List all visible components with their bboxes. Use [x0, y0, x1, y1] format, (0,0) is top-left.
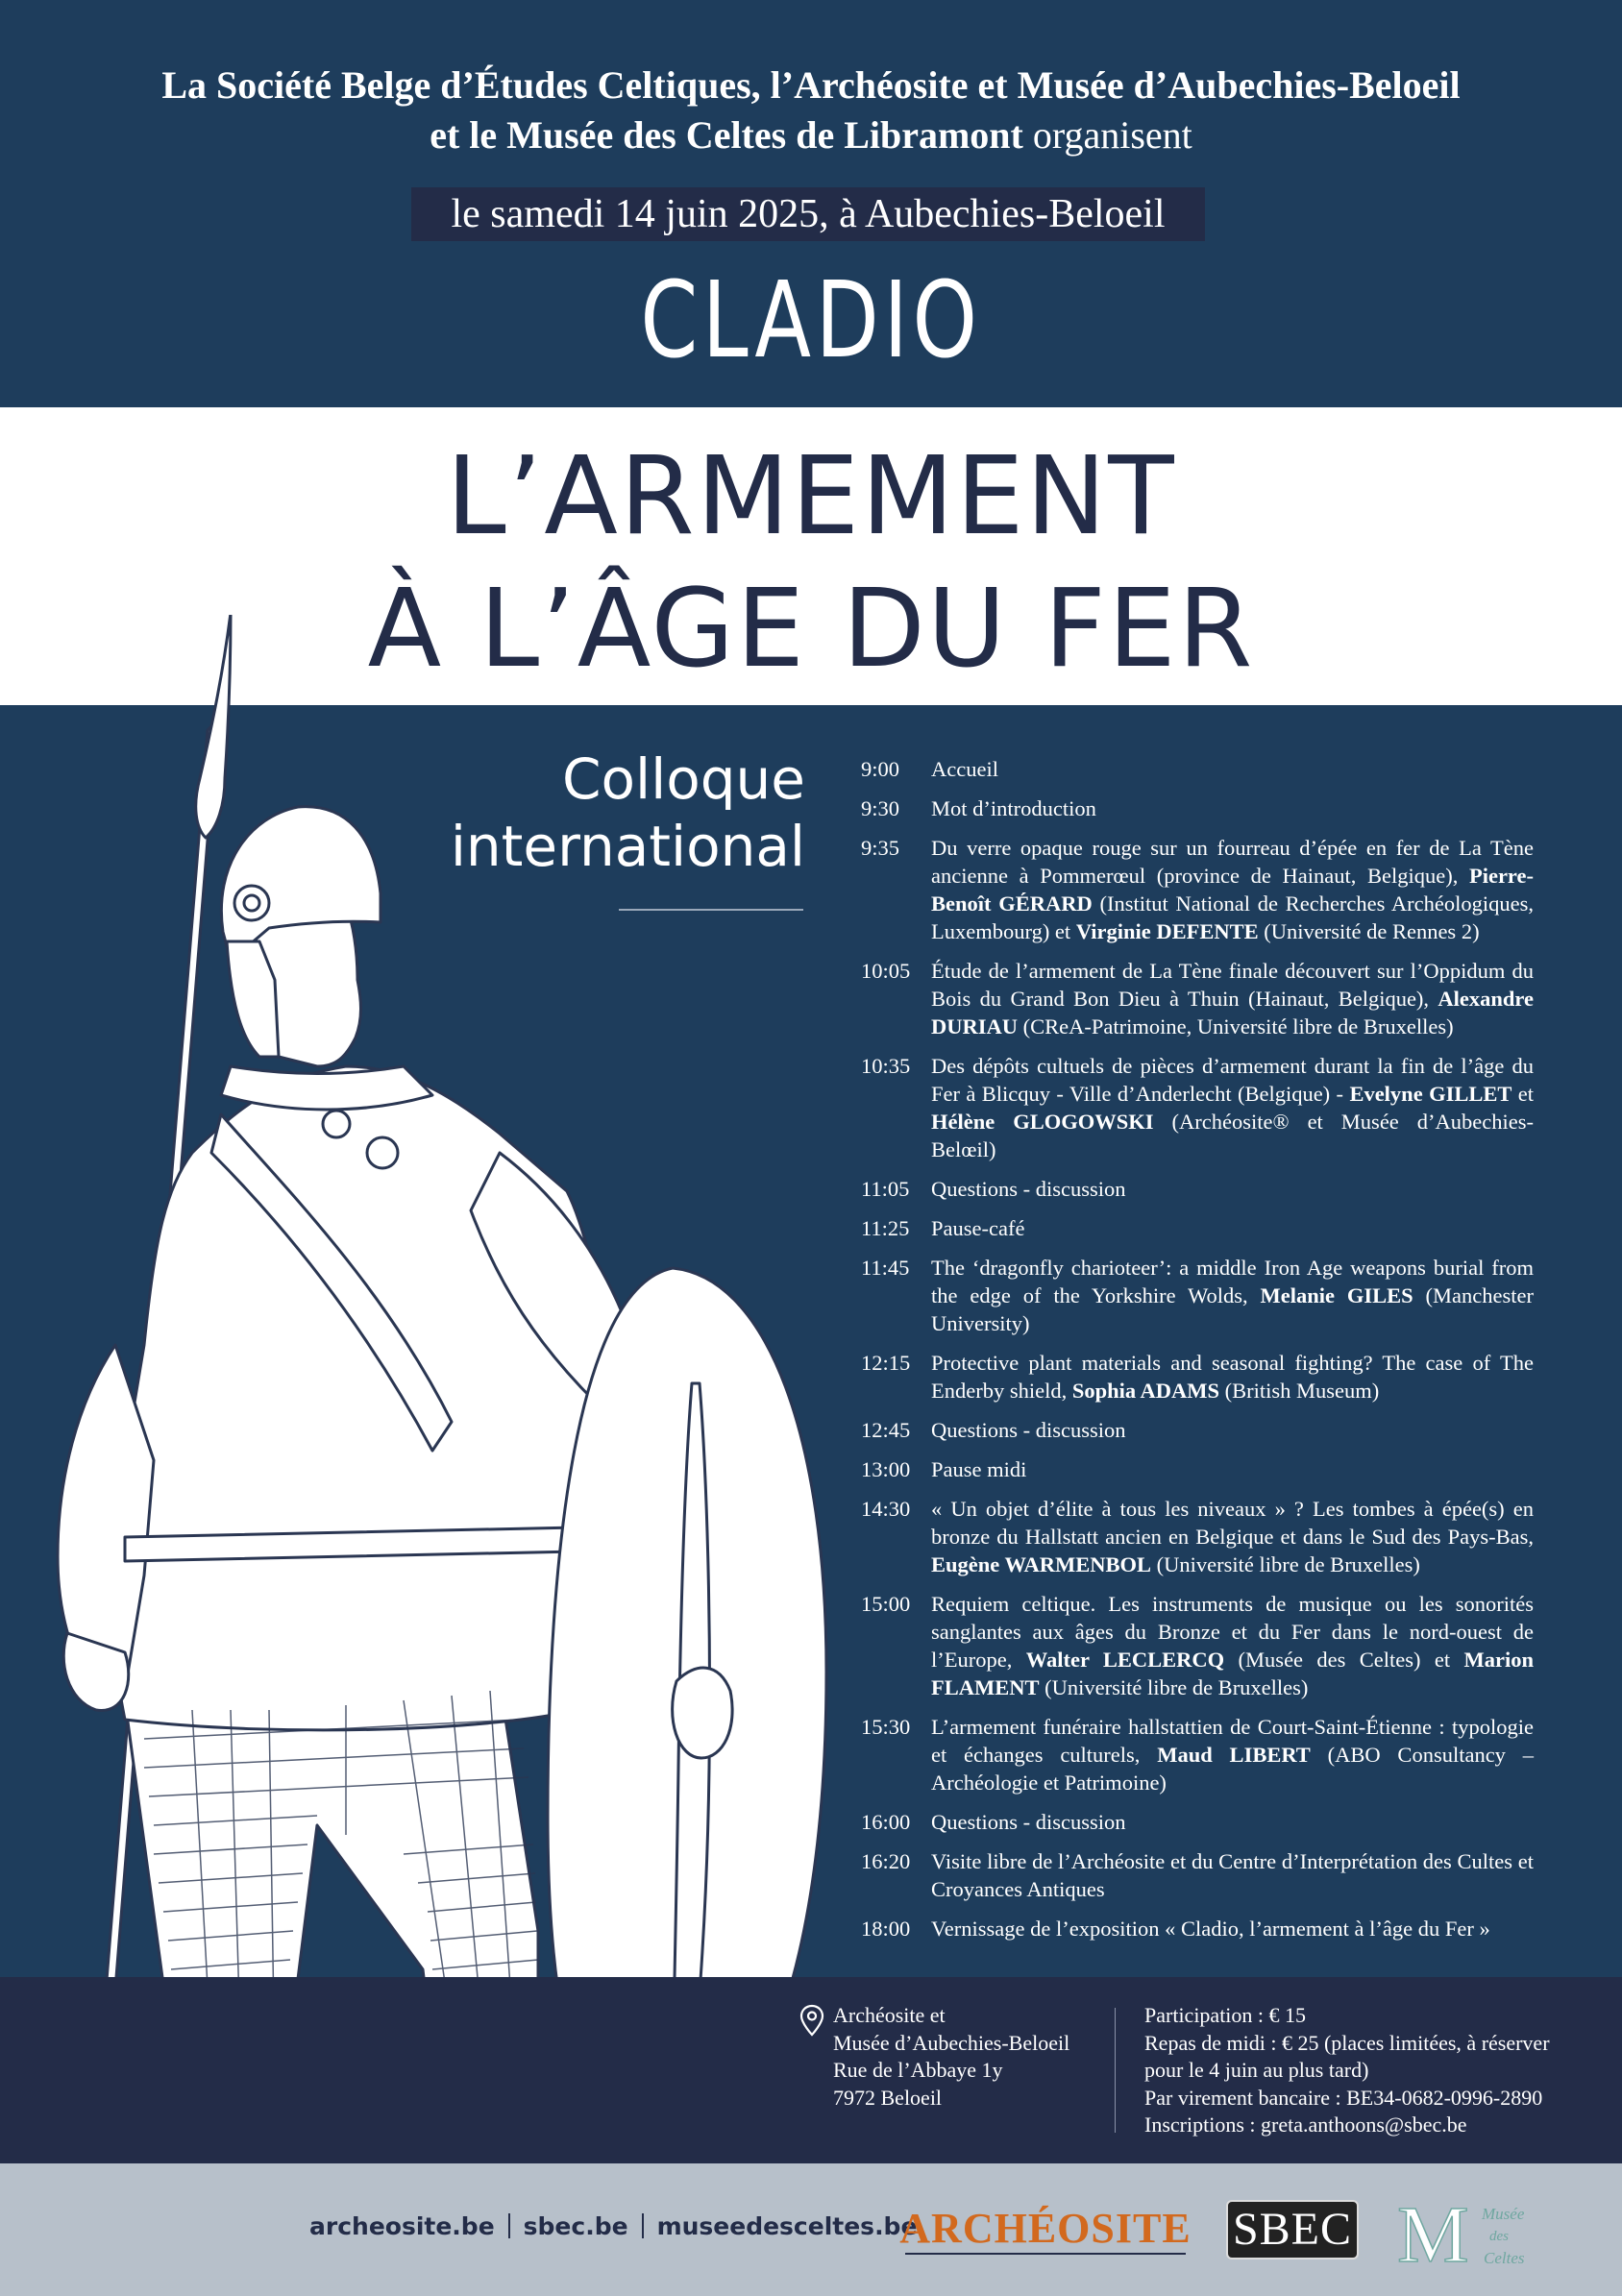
program-time: 18:00	[861, 1917, 911, 1941]
event-date: le samedi 14 juin 2025, à Aubechies-Beloeil	[411, 187, 1205, 241]
speaker-name: Marion FLAMENT	[931, 1648, 1534, 1699]
musee-logo-line-2: des	[1489, 2229, 1509, 2244]
program-time: 11:05	[861, 1177, 910, 1201]
program-time: 15:00	[861, 1592, 911, 1616]
fee-lunch-deadline: pour le 4 juin au plus tard)	[1144, 2058, 1369, 2082]
program-text: The ‘dragonfly charioteer’: a middle Iron Age weapons burial from the edge of the Yorkshire Wolds,	[931, 1256, 1534, 1307]
fee-lunch: Repas de midi : € 25 (places limitées, à réserver	[1144, 2030, 1550, 2055]
program-description	[931, 755, 1534, 783]
program-text: Étude de l’armement de La Tène finale découvert sur l’Oppidum du Bois du Grand Bon Dieu à Thuin (Hainaut, Belgique),	[931, 959, 1534, 1011]
program-text: L’armement funéraire hallstattien de Court-Saint-Étienne : typologie et échanges culturels,	[931, 1715, 1534, 1767]
archeosite-logo	[899, 2192, 1192, 2263]
speaker-name: Hélène GLOGOWSKI	[931, 1110, 1154, 1134]
venue-line-1: Archéosite et	[833, 2003, 946, 2027]
link-sbec[interactable]: sbec.be	[523, 2212, 628, 2240]
info-band	[0, 1977, 1622, 2163]
speaker-name: Melanie GILES	[1260, 1283, 1413, 1307]
program-description	[931, 1214, 1534, 1242]
program-text: (ABO Consultancy – Archéologie et Patrimoine)	[931, 1743, 1534, 1795]
program-description	[931, 1808, 1534, 1836]
organizers-line-2-bold: et le Musée des Celtes de Libramont	[430, 113, 1023, 157]
info-divider	[1115, 2008, 1116, 2133]
program-time: 9:00	[861, 757, 900, 781]
program-description	[931, 1455, 1534, 1483]
program-time: 13:00	[861, 1457, 911, 1481]
program-item	[861, 1915, 1534, 1942]
program-time: 16:00	[861, 1810, 911, 1834]
program-text: Visite libre de l’Archéosite et du Centre d’Interprétation des Cultes et Croyances Antiques	[931, 1849, 1534, 1901]
program-time: 12:45	[861, 1418, 911, 1442]
program-item	[861, 1349, 1534, 1404]
bank-transfer: Par virement bancaire : BE34-0682-0996-2890	[1144, 2085, 1543, 2110]
main-title-line-1: L’ARMEMENT	[446, 434, 1176, 559]
venue-address	[833, 2002, 1069, 2112]
registration-email: Inscriptions : greta.anthoons@sbec.be	[1144, 2113, 1467, 2137]
program-time: 11:45	[861, 1256, 910, 1280]
program-text: (British Museum)	[1219, 1379, 1380, 1403]
program-item	[861, 1590, 1534, 1701]
program-item	[861, 1254, 1534, 1337]
program-text: (Université libre de Bruxelles)	[1039, 1675, 1309, 1699]
colloque-divider	[619, 909, 803, 911]
program-item	[861, 1808, 1534, 1836]
program-item	[861, 1455, 1534, 1483]
program-description	[931, 794, 1534, 822]
program-item	[861, 1847, 1534, 1903]
fees-info	[1144, 2002, 1550, 2139]
program-text: (Institut National de Recherches Archéologiques, Luxembourg) et	[931, 892, 1534, 943]
organizers-line-2-rest: organisent	[1022, 113, 1192, 157]
link-separator	[508, 2213, 510, 2238]
organizers-line-1: La Société Belge d’Études Celtiques, l’Archéosite et Musée d’Aubechies-Beloeil	[161, 63, 1461, 107]
musee-logo-line-3: Celtes	[1484, 2249, 1525, 2267]
program-item	[861, 755, 1534, 783]
program-item	[861, 957, 1534, 1040]
speaker-name: Eugène WARMENBOL	[931, 1552, 1151, 1576]
program-description	[931, 1915, 1534, 1942]
musee-des-celtes-logo	[1393, 2186, 1537, 2275]
program-text: Protective plant materials and seasonal fighting? The case of The Enderby shield,	[931, 1351, 1534, 1403]
program-time: 14:30	[861, 1497, 911, 1521]
venue-line-3: Rue de l’Abbaye 1y	[833, 2058, 1003, 2082]
program-time: 12:15	[861, 1351, 911, 1375]
program-time: 9:30	[861, 796, 900, 820]
program-item	[861, 1214, 1534, 1242]
program-text: et	[1511, 1082, 1534, 1106]
program-text: Questions - discussion	[931, 1418, 1126, 1442]
program-time: 16:20	[861, 1849, 911, 1873]
colloque-line-1: Colloque	[562, 746, 805, 812]
speaker-name: Virginie DEFENTE	[1075, 919, 1259, 943]
program-description	[931, 1254, 1534, 1337]
program-text: (Archéosite® et Musée d’Aubechies-Belœil)	[931, 1110, 1534, 1161]
speaker-name: Sophia ADAMS	[1071, 1379, 1220, 1403]
program-description	[931, 957, 1534, 1040]
program-description	[931, 834, 1534, 945]
program-description	[931, 1847, 1534, 1903]
program-item	[861, 1175, 1534, 1203]
speaker-name: Alexandre DURIAU	[931, 987, 1534, 1038]
program-description	[931, 1590, 1534, 1701]
speaker-name: Pierre-Benoît GÉRARD	[931, 864, 1534, 916]
musee-logo-m: M	[1397, 2190, 1469, 2275]
header	[0, 0, 1622, 407]
program-text: Questions - discussion	[931, 1810, 1126, 1834]
program-item	[861, 834, 1534, 945]
program-item	[861, 1713, 1534, 1796]
footer-links	[309, 2210, 917, 2244]
program-text: (CReA-Patrimoine, Université libre de Bruxelles)	[1018, 1014, 1454, 1038]
program-time: 10:05	[861, 959, 911, 983]
program-description	[931, 1416, 1534, 1444]
program-time: 11:25	[861, 1216, 910, 1240]
program-text: (Université libre de Bruxelles)	[1151, 1552, 1420, 1576]
program-item	[861, 1495, 1534, 1578]
series-title: CLADIO	[640, 258, 982, 381]
program-text: Pause-café	[931, 1216, 1025, 1240]
main-title-line-2: À L’ÂGE DU FER	[367, 567, 1255, 692]
speaker-name: Walter LECLERCQ	[1025, 1648, 1225, 1672]
program-text: (Université de Rennes 2)	[1258, 919, 1480, 943]
footer	[0, 2163, 1622, 2296]
program-time: 9:35	[861, 836, 900, 860]
link-museedesceltes[interactable]: museedesceltes.be	[656, 2212, 918, 2240]
sbec-logo-text: SBEC	[1232, 2204, 1353, 2255]
program-description	[931, 1175, 1534, 1203]
program-item	[861, 1052, 1534, 1163]
venue-line-2: Musée d’Aubechies-Beloeil	[833, 2030, 1070, 2055]
program-text: Des dépôts cultuels de pièces d’armement durant la fin de l’âge du Fer à Blicquy - Ville d’Anderlecht (Belgique) -	[931, 1054, 1534, 1106]
program-item	[861, 794, 1534, 822]
program-text: Questions - discussion	[931, 1177, 1126, 1201]
program-description	[931, 1349, 1534, 1404]
program-text: Accueil	[931, 757, 998, 781]
program-description	[931, 1495, 1534, 1578]
sbec-logo	[1226, 2200, 1359, 2259]
program-text: Mot d’introduction	[931, 796, 1096, 820]
speaker-name: Maud LIBERT	[1157, 1743, 1311, 1767]
program-text: Vernissage de l’exposition « Cladio, l’armement à l’âge du Fer »	[931, 1917, 1490, 1941]
program-description	[931, 1052, 1534, 1163]
link-archeosite[interactable]: archeosite.be	[309, 2212, 495, 2240]
colloque-line-2: international	[450, 814, 805, 879]
program-text: (Manchester University)	[931, 1283, 1534, 1335]
link-separator	[642, 2213, 644, 2238]
organizers-line-2	[0, 113, 1622, 158]
archeosite-logo-text: ARCHÉOSITE	[899, 2205, 1192, 2252]
program-text: « Un objet d’élite à tous les niveaux » ? Les tombes à épée(s) en bronze du Hallstatt ancien en Belgique et dans le Sud des Pays-Bas,	[931, 1497, 1534, 1549]
program-text: Pause midi	[931, 1457, 1027, 1481]
musee-logo-line-1: Musée	[1482, 2205, 1525, 2223]
program-schedule	[861, 755, 1534, 1954]
speaker-name: Evelyne GILLET	[1349, 1082, 1512, 1106]
program-description	[931, 1713, 1534, 1796]
program-text: Requiem celtique. Les instruments de musique ou les sonorités sanglantes aux âges du Bronze et du Fer dans le nord-ouest de l’Europe,	[931, 1592, 1534, 1672]
program-text: (Musée des Celtes) et	[1224, 1648, 1464, 1672]
location-pin-icon	[799, 2004, 824, 2037]
fee-participation: Participation : € 15	[1144, 2003, 1307, 2027]
program-item	[861, 1416, 1534, 1444]
program-time: 10:35	[861, 1054, 911, 1078]
program-text: Du verre opaque rouge sur un fourreau d’épée en fer de La Tène ancienne à Pommerœul (province de Hainaut, Belgique),	[931, 836, 1534, 888]
program-time: 15:30	[861, 1715, 911, 1739]
venue-line-4: 7972 Beloeil	[833, 2085, 943, 2110]
